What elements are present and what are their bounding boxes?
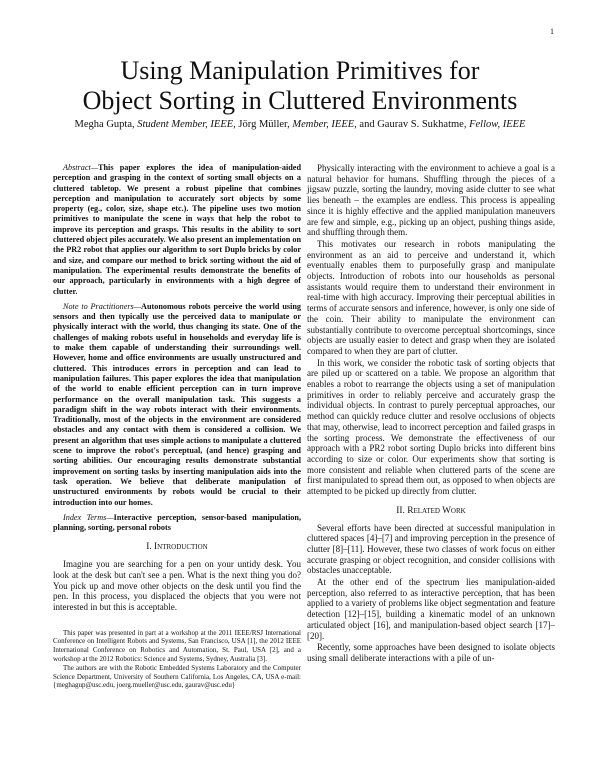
author-1-role: Student Member, IEEE, xyxy=(137,119,236,130)
footnotes xyxy=(53,629,301,691)
paper-title xyxy=(40,56,560,116)
abstract-block xyxy=(53,163,301,533)
footnote-2: The authors are with the Robotic Embedded Systems Laboratory and the Computer Science Department, University of Southern California, Los Angeles, CA, USA e-mail: {meghagup@usc.edu, joerg.mueller@usc.edu, gaurav@usc.edu} xyxy=(53,663,301,690)
section-heading-related-work: II. Related Work xyxy=(396,505,466,516)
body-paragraph: Physically interacting with the environment to achieve a goal is a natural behavior for humans. Shuffling through the pieces of a jigsaw puzzle, sorting the laundry, moving aside clutter to see what lies beneath – the examples are endless. This process is appealing since it is highly effective and the applied manipulation maneuvers are few and simple, e.g., picking up an object, pushing things aside, and shuffling through them. xyxy=(307,163,555,238)
title-line-2: Object Sorting in Cluttered Environments xyxy=(82,86,518,115)
index-terms xyxy=(53,513,301,534)
body-paragraph: In this work, we consider the robotic task of sorting objects that are piled up or scattered on a table. We propose an algorithm that enables a robot to rearrange the objects using a set of manipulation primitives in order to reliably perceive and accurately grasp the individual objects. In contrast to purely perceptual approaches, our method can quickly reduce clutter and resolve occlusions of objects that may, otherwise, lead to incorrect perception and failed grasps in the sorting process. We demonstrate the effectiveness of our approach with a PR2 robot sorting Duplo bricks into different bins according to size or color. Our experiments show that sorting is more consistent and reliable when cluttered parts of the scene are first manipulated to spread them out, as opposed to when objects are attempted to be picked up directly from clutter. xyxy=(307,357,555,497)
index-terms-text: Interactive perception, sensor-based manipulation, planning, sorting, personal robots xyxy=(53,512,302,533)
index-terms-lead: Index Terms— xyxy=(63,512,114,522)
author-3-role: Fellow, IEEE xyxy=(469,119,526,130)
author-2-role: Member, IEEE, xyxy=(292,119,357,130)
abstract xyxy=(53,163,301,297)
practitioners-text: Autonomous robots perceive the world using sensors and then typically use the perceived data to manipulate or physically interact with the world, thus changing its state. One of the challenges of making robots useful in households and everyday life is to make them capable of understanding their surroundings well. However, home and office environments are usually unstructured and cluttered. This introduces errors in perception and can lead to manipulation failures. This paper explores the idea that manipulation of the world to enable efficient perception can in turn improve performance on the overall manipulation task. This suggests a paradigm shift in the way robots interact with their environments. Traditionally, most of the objects in the environment are considered obstacles and any contact with them is considered a collision. We present an algorithm that uses simple actions to manipulate a cluttered scene to improve the robot's perceptual, (and hence) grasping and sorting abilities. Our encouraging results demonstrate substantial improvement on sorting tasks by inserting manipulation aids into the task operation. We believe that deliberate manipulation of unstructured environments by robots would be crucial to their introduction into our homes. xyxy=(53,301,301,507)
abstract-lead: Abstract— xyxy=(63,163,99,172)
left-column xyxy=(53,163,301,690)
section-heading-introduction: I. Introduction xyxy=(146,542,208,553)
author-list xyxy=(40,118,560,131)
body-paragraph: Recently, some approaches have been designed to isolate objects using small deliberate interactions with a pile of un- xyxy=(307,642,555,663)
body-paragraph: This motivates our research in robots manipulating the environment as an aid to perceive and understand it, which eventually enables them to purposefully grasp and manipulate objects. Introduction of robots into our households as personal assistants would require them to understand their environment in real-time with high accuracy. Improving their perceptual abilities in terms of accurate sensors and inference, however, is only one side of the coin. Their ability to manipulate the environment can substantially contribute to overcome perceptual shortcomings, since objects are usually easier to detect and grasp when they are isolated compared to when they are part of clutter. xyxy=(307,238,555,356)
abstract-text: This paper explores the idea of manipulation-aided perception and grasping in the context of sorting small objects on a cluttered tabletop. We present a robust pipeline that combines perception and manipulation to accurately sort objects by some property (eg., color, size, shape etc.). The pipeline uses two motion primitives to manipulate the scene in ways that help the robot to improve its perception and grasps. This results in the ability to sort cluttered object piles accurately. We also present an implementation on the PR2 robot that applies our algorithm to sort Duplo bricks by color and size, and compare our method to brick sorting without the aid of manipulation. The experimental results demonstrate the benefits of our approach, particularly in environments with a high degree of clutter. xyxy=(53,163,301,296)
body-paragraph: Several efforts have been directed at successful manipulation in cluttered spaces [4]–[7] and improving perception in the presence of clutter [8]–[11]. However, these two classes of work focus on either accurate grasping or object recognition, and consider collisions with obstacles unacceptable. xyxy=(307,522,555,576)
footnote-1: This paper was presented in part at a workshop at the 2011 IEEE/RSJ International Conference on Intelligent Robots and Systems, San Francisco, USA [1], the 2012 IEEE International Conference on Robotics and Automation, St. Paul, USA [2], and a workshop at the 2012 Robotics: Science and Systems, Sydney, Australia [3]. xyxy=(53,628,301,663)
author-1: Megha Gupta, xyxy=(74,119,135,130)
author-3: and Gaurav S. Sukhatme, xyxy=(359,119,467,130)
practitioners-lead: Note to Practitioners— xyxy=(63,301,142,311)
note-to-practitioners xyxy=(53,302,301,508)
intro-paragraph: Imagine you are searching for a pen on your untidy desk. You look at the desk but can't see a pen. What is the next thing you do? You pick up and move other objects on the desk until you find the pen. In this process, you displaced the objects that you were not interested in but this is acceptable. xyxy=(53,559,301,612)
body-paragraph: At the other end of the spectrum lies manipulation-aided perception, also referred to as interactive perception, that has been applied to a variety of problems like object segmentation and feature detection [12]–[15], building a kinematic model of an unknown articulated object [16], and manipulation-based object search [17]–[20]. xyxy=(307,577,555,641)
title-line-1: Using Manipulation Primitives for xyxy=(120,56,480,85)
right-column xyxy=(307,163,555,665)
author-2: Jörg Müller, xyxy=(238,119,290,130)
page-number: 1 xyxy=(550,27,554,36)
